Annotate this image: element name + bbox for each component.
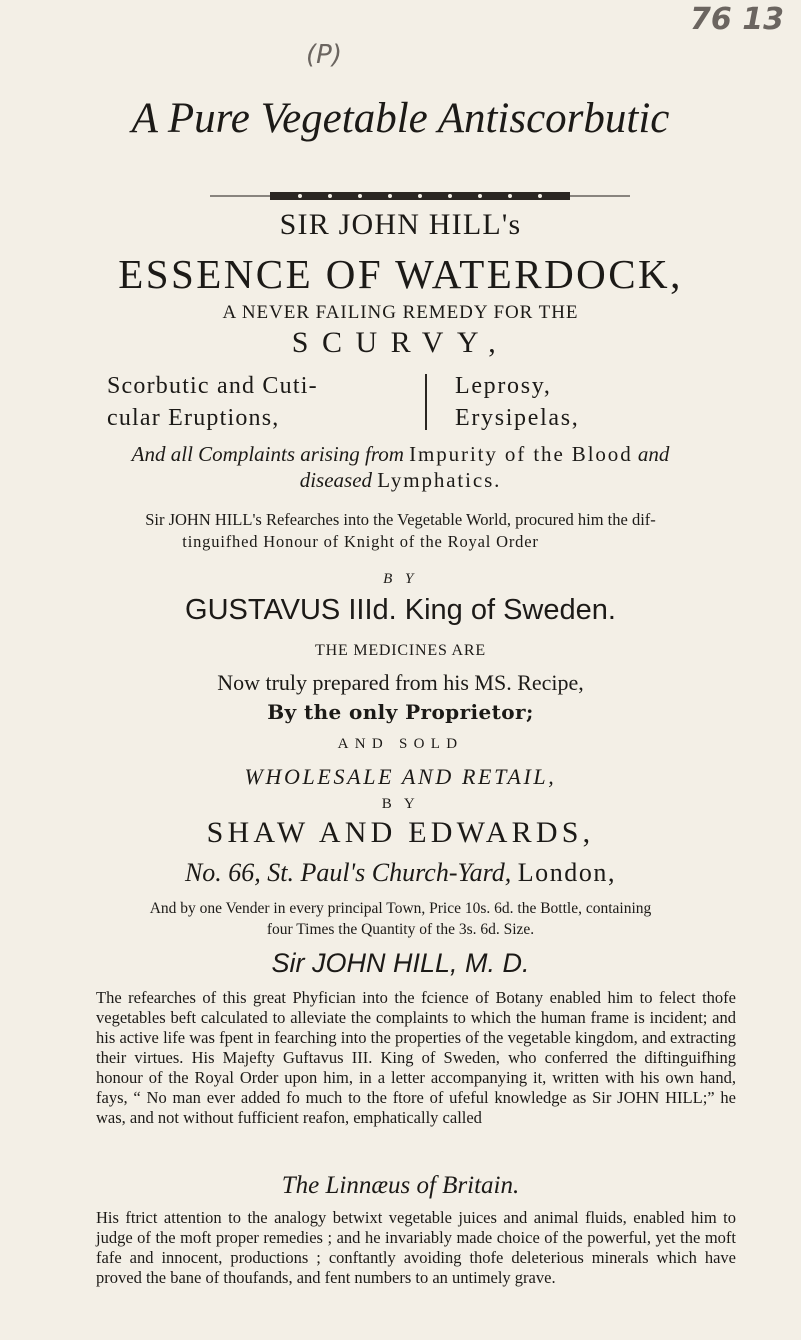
ailments-columns [0,370,801,434]
column-divider [425,374,427,430]
and-sold-line: AND SOLD [337,736,464,752]
complaints-diseased: diseased [299,468,373,492]
complaints-line2 [0,468,801,493]
honour-line1: Sir JOHN HILL's Refearches into the Vegetable World, procured him the dif- [145,510,656,529]
complaints-caps: Impurity of the Blood [409,442,633,466]
disease-name-text: SCURVY, [291,326,510,359]
doctor-name: Sir JOHN HILL, M. D. [271,948,530,978]
disease-name-display [0,326,801,360]
prepared-line: Now truly prepared from his MS. Recipe, [217,670,584,695]
body-paragraph-2: His ftrict attention to the analogy betwixt vegetable juices and animal fluids, enabled him to judge of the moft proper remedies ; and he invariably made choice of the powerful, yet the moft fafe and innocent, productions ; conftantly avoiding thofe deleterious minerals which have proved the bane of thoufands, and fent numbers to an untimely grave. [96,1208,736,1287]
king-name: GUSTAVUS IIId. King of Sweden. [185,594,616,626]
ailment-left-line2: cular Eruptions, [107,405,280,431]
address-line [0,858,801,888]
ailment-right-line1: Leprosy, [455,373,552,399]
vender-line2: four Times the Quantity of the 3s. 6d. Size. [266,921,535,938]
ailments-right [455,370,755,434]
complaints-line1 [0,442,801,467]
maker-name: SIR JOHN HILL's [279,208,522,241]
by-label-1: B Y [383,571,418,587]
sellers-name: SHAW AND EDWARDS, [206,816,595,849]
body-paragraph-1: The refearches of this great Phyfician into the fcience of Botany enabled him to felect thofe vegetables beft calculated to alleviate the complaints to which the human frame is incident; and his active life was fpent in fearching into the properties of the vegetable kingdom, and extracting their virtues. His Majefty Guftavus III. King of Sweden, who conferred the diftinguifhing honour of the Royal Order upon him, in a letter accompanying it, written with his own hand, fays, “ No man ever added fo much to the ftore of ufeful knowledge as Sir JOHN HILL;” he was, and not without fufficient reafon, emphatically called [96,988,736,1127]
wholesale-line: WHOLESALE AND RETAIL, [244,764,557,789]
ailment-left-line1: Scorbutic and Cuti- [107,373,318,399]
ailment-right-line2: Erysipelas, [455,405,580,431]
remedy-subtitle: A NEVER FAILING REMEDY FOR THE [222,302,579,323]
medicines-heading: THE MEDICINES ARE [315,642,486,659]
complaints-lymphatics: Lymphatics. [377,468,502,492]
complaints-end: and [637,442,670,466]
address-place: St. Paul's Church-Yard, [267,858,512,887]
ornamental-rule [210,190,630,202]
ailments-left [107,370,407,434]
address-city: London, [517,858,617,887]
honour-line2: tinguifhed Honour of Knight of the Royal Order [182,532,539,551]
by-label-2: B Y [381,796,420,812]
product-name: ESSENCE OF WATERDOCK, [118,251,683,297]
marginal-note-left: (P) [306,40,342,70]
linnaeus-line: The Linnæus of Britain. [281,1172,520,1199]
complaints-italic: And all Complaints arising from [131,442,404,466]
page-title: A Pure Vegetable Antiscorbutic [131,95,670,142]
proprietor-line: By the only Proprietor; [267,700,534,724]
vender-line1: And by one Vender in every principal Town, Price 10s. 6d. the Bottle, containing [149,900,652,917]
marginal-note-right: 76 13 [690,2,784,37]
address-number: No. 66, [184,858,261,887]
